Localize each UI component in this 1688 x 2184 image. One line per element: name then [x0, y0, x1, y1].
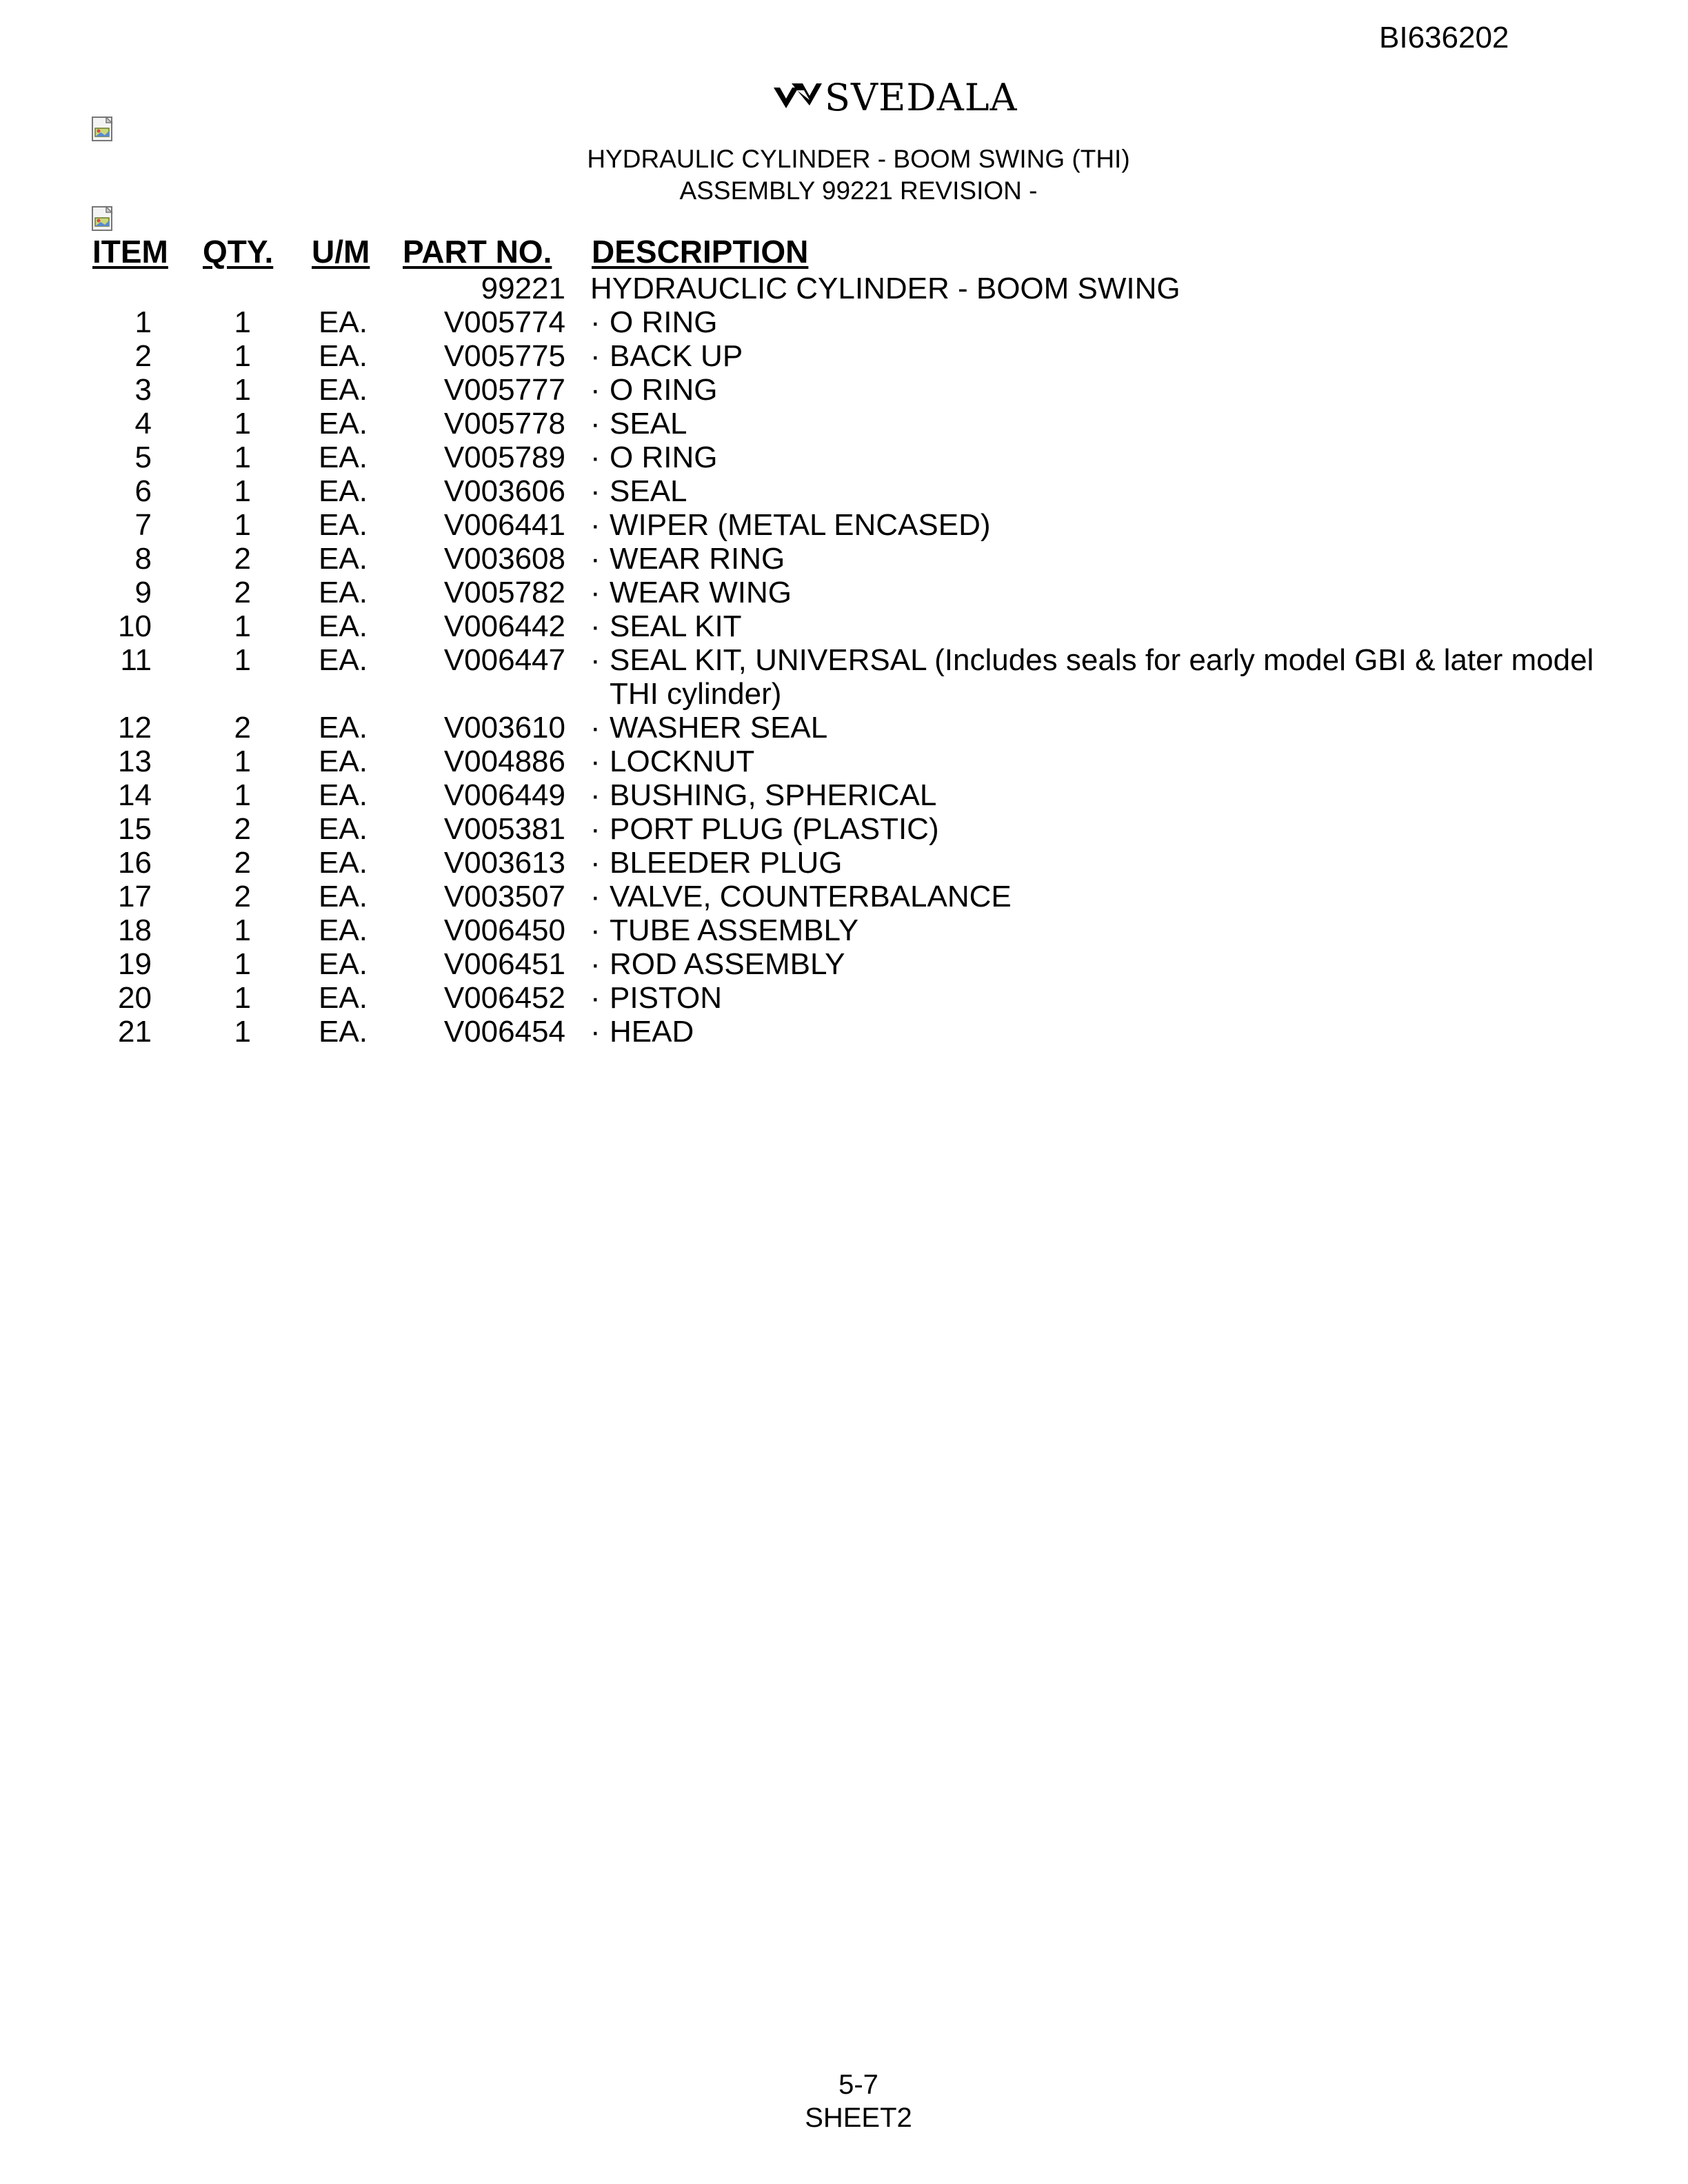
assembly-row: [0, 272, 1688, 305]
bullet-marker: ·: [590, 981, 601, 1015]
table-row: [0, 474, 1688, 508]
item-number: 21: [118, 1015, 152, 1049]
item-number: 2: [134, 339, 152, 373]
column-header-um: U/M: [312, 234, 370, 270]
quantity: 1: [234, 609, 251, 643]
unit-of-measure: EA.: [319, 441, 368, 474]
broken-image-icon: [91, 205, 116, 233]
unit-of-measure: EA.: [319, 305, 368, 339]
table-row: [0, 508, 1688, 542]
table-row: [0, 407, 1688, 441]
item-number: 5: [134, 441, 152, 474]
unit-of-measure: EA.: [319, 913, 368, 947]
table-row: [0, 778, 1688, 812]
part-no: V006449: [443, 778, 565, 812]
quantity: 1: [234, 913, 251, 947]
part-no: V005782: [443, 576, 565, 609]
description: BUSHING, SPHERICAL: [610, 778, 937, 812]
description: PISTON: [610, 981, 723, 1015]
table-row: [0, 609, 1688, 643]
quantity: 2: [234, 576, 251, 609]
column-header-qty: QTY.: [203, 234, 274, 270]
table-row: [0, 1015, 1688, 1049]
column-header-description: DESCRIPTION: [592, 234, 809, 270]
part-no: 99221: [481, 272, 565, 305]
part-no: V005789: [443, 441, 565, 474]
unit-of-measure: EA.: [319, 542, 368, 576]
bullet-marker: ·: [590, 508, 601, 542]
item-number: 8: [134, 542, 152, 576]
bullet-marker: ·: [590, 947, 601, 981]
item-number: 20: [118, 981, 152, 1015]
sheet-label: SHEET2: [805, 2103, 912, 2133]
item-number: 7: [134, 508, 152, 542]
part-no: V005775: [443, 339, 565, 373]
quantity: 1: [234, 407, 251, 441]
part-no: V006452: [443, 981, 565, 1015]
quantity: 1: [234, 508, 251, 542]
bullet-marker: ·: [590, 846, 601, 880]
page-footer: [0, 2068, 1688, 2134]
table-row: [0, 542, 1688, 576]
logo-mark-icon: [771, 78, 823, 117]
table-row: [0, 981, 1688, 1015]
description: HEAD: [610, 1015, 694, 1049]
quantity: 1: [234, 981, 251, 1015]
part-no: V006450: [443, 913, 565, 947]
description: HYDRAUCLIC CYLINDER - BOOM SWING: [590, 272, 1180, 305]
svedala-logo: [771, 74, 1018, 120]
bullet-marker: ·: [590, 812, 601, 846]
bullet-marker: ·: [590, 711, 601, 745]
table-row: [0, 745, 1688, 778]
item-number: 14: [118, 778, 152, 812]
quantity: 1: [234, 947, 251, 981]
item-number: 1: [134, 305, 152, 339]
quantity: 1: [234, 305, 251, 339]
description: SEAL KIT, UNIVERSAL (Includes seals for early model GBI & later model THI cylinder): [610, 643, 1594, 711]
part-no: V004886: [443, 745, 565, 778]
parts-list: [0, 272, 1688, 1049]
description: SEAL KIT: [610, 609, 742, 643]
part-no: V005381: [443, 812, 565, 846]
item-number: 17: [118, 880, 152, 913]
bullet-marker: ·: [590, 441, 601, 474]
unit-of-measure: EA.: [319, 812, 368, 846]
unit-of-measure: EA.: [319, 643, 368, 677]
table-row: [0, 373, 1688, 407]
description: SEAL: [610, 474, 687, 508]
part-no: V005774: [443, 305, 565, 339]
bullet-marker: ·: [590, 643, 601, 677]
description: WEAR RING: [610, 542, 785, 576]
part-no: V003606: [443, 474, 565, 508]
bullet-marker: ·: [590, 407, 601, 441]
title-line-2: ASSEMBLY 99221 REVISION -: [679, 176, 1038, 205]
item-number: 13: [118, 745, 152, 778]
quantity: 2: [234, 846, 251, 880]
document-id: BI636202: [1379, 21, 1509, 54]
item-number: 6: [134, 474, 152, 508]
description: BACK UP: [610, 339, 743, 373]
document-title: [0, 143, 1688, 207]
description: WIPER (METAL ENCASED): [610, 508, 991, 542]
unit-of-measure: EA.: [319, 576, 368, 609]
quantity: 1: [234, 339, 251, 373]
part-no: V005778: [443, 407, 565, 441]
quantity: 1: [234, 441, 251, 474]
part-no: V005777: [443, 373, 565, 407]
part-no: V006451: [443, 947, 565, 981]
description: BLEEDER PLUG: [610, 846, 843, 880]
logo-text: SVEDALA: [825, 75, 1018, 119]
bullet-marker: ·: [590, 880, 601, 913]
unit-of-measure: EA.: [319, 339, 368, 373]
quantity: 2: [234, 880, 251, 913]
unit-of-measure: EA.: [319, 846, 368, 880]
part-no: V003613: [443, 846, 565, 880]
page-number: 5-7: [838, 2070, 878, 2100]
table-row: [0, 576, 1688, 609]
bullet-marker: ·: [590, 1015, 601, 1049]
bullet-marker: ·: [590, 339, 601, 373]
part-no: V003610: [443, 711, 565, 745]
description: ROD ASSEMBLY: [610, 947, 845, 981]
bullet-marker: ·: [590, 373, 601, 407]
table-row: [0, 339, 1688, 373]
item-number: 9: [134, 576, 152, 609]
bullet-marker: ·: [590, 913, 601, 947]
bullet-marker: ·: [590, 474, 601, 508]
item-number: 10: [118, 609, 152, 643]
unit-of-measure: EA.: [319, 778, 368, 812]
description: LOCKNUT: [610, 745, 755, 778]
part-no: V006454: [443, 1015, 565, 1049]
description: PORT PLUG (PLASTIC): [610, 812, 939, 846]
bullet-marker: ·: [590, 609, 601, 643]
item-number: 3: [134, 373, 152, 407]
part-no: V006441: [443, 508, 565, 542]
quantity: 1: [234, 373, 251, 407]
unit-of-measure: EA.: [319, 981, 368, 1015]
unit-of-measure: EA.: [319, 474, 368, 508]
table-row: [0, 441, 1688, 474]
bullet-marker: ·: [590, 305, 601, 339]
item-number: 15: [118, 812, 152, 846]
column-header-part-no: PART NO.: [403, 234, 552, 270]
bullet-marker: ·: [590, 778, 601, 812]
description: TUBE ASSEMBLY: [610, 913, 859, 947]
quantity: 1: [234, 643, 251, 677]
unit-of-measure: EA.: [319, 407, 368, 441]
description: WASHER SEAL: [610, 711, 828, 745]
item-number: 12: [118, 711, 152, 745]
item-number: 11: [120, 643, 152, 677]
quantity: 1: [234, 474, 251, 508]
column-header-item: ITEM: [92, 234, 168, 270]
description: O RING: [610, 305, 718, 339]
table-row: [0, 305, 1688, 339]
quantity: 2: [234, 542, 251, 576]
unit-of-measure: EA.: [319, 711, 368, 745]
bullet-marker: ·: [590, 745, 601, 778]
table-row: [0, 880, 1688, 913]
description: O RING: [610, 441, 718, 474]
unit-of-measure: EA.: [319, 508, 368, 542]
quantity: 2: [234, 812, 251, 846]
part-no: V006447: [443, 643, 565, 677]
item-number: 4: [134, 407, 152, 441]
table-row: [0, 913, 1688, 947]
quantity: 1: [234, 1015, 251, 1049]
table-row: [0, 947, 1688, 981]
item-number: 19: [118, 947, 152, 981]
quantity: 1: [234, 745, 251, 778]
unit-of-measure: EA.: [319, 745, 368, 778]
description: O RING: [610, 373, 718, 407]
description: WEAR WING: [610, 576, 792, 609]
unit-of-measure: EA.: [319, 1015, 368, 1049]
quantity: 2: [234, 711, 251, 745]
part-no: V006442: [443, 609, 565, 643]
table-row: [0, 846, 1688, 880]
title-line-1: HYDRAULIC CYLINDER - BOOM SWING (THI): [587, 145, 1130, 173]
description: VALVE, COUNTERBALANCE: [610, 880, 1012, 913]
broken-image-icon: [91, 116, 116, 143]
quantity: 1: [234, 778, 251, 812]
table-row: [0, 711, 1688, 745]
description: SEAL: [610, 407, 687, 441]
unit-of-measure: EA.: [319, 609, 368, 643]
bullet-marker: ·: [590, 576, 601, 609]
table-row: [0, 812, 1688, 846]
unit-of-measure: EA.: [319, 373, 368, 407]
table-row: [0, 643, 1688, 711]
unit-of-measure: EA.: [319, 947, 368, 981]
unit-of-measure: EA.: [319, 880, 368, 913]
part-no: V003507: [443, 880, 565, 913]
bullet-marker: ·: [590, 542, 601, 576]
item-number: 18: [118, 913, 152, 947]
item-number: 16: [118, 846, 152, 880]
part-no: V003608: [443, 542, 565, 576]
